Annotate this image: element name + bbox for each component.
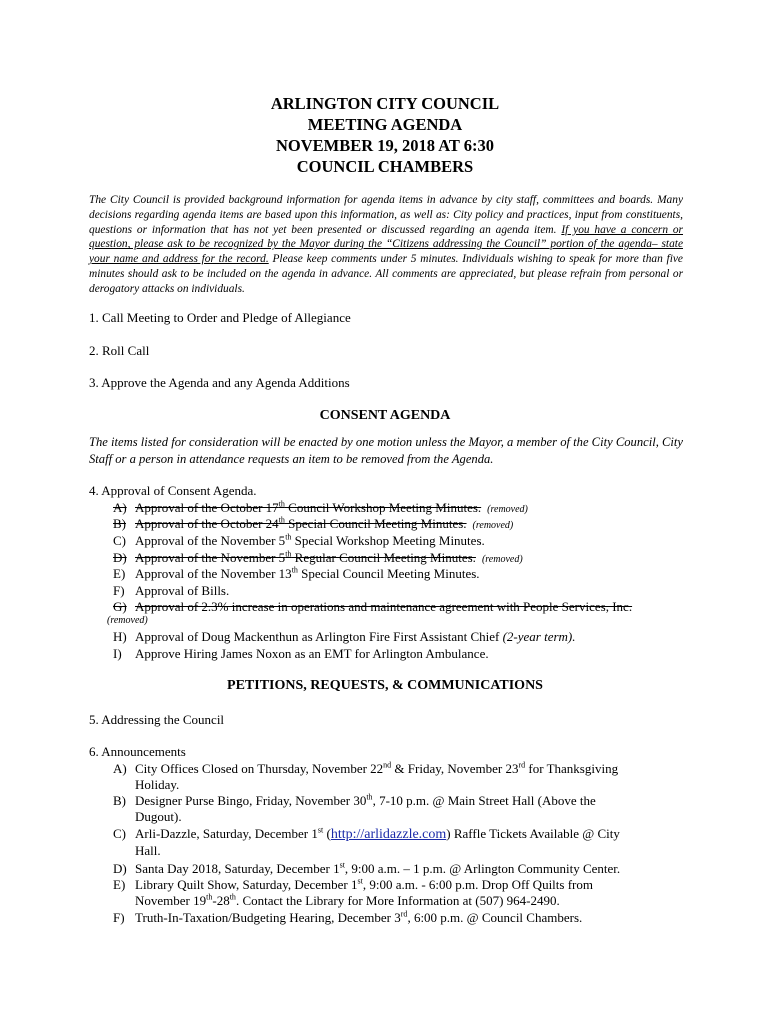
intro-text: The City Council is provided background information for agenda items in advance by city staff, committees and boards. Many decisions regarding agenda items are based upon this information, as well as: City policy and practices, input from constituents, questions or information that has not yet been presented or discussed regarding an agenda item. <box>89 194 683 236</box>
item-letter: A) <box>113 761 127 776</box>
agenda-item-4: 4. Approval of Consent Agenda. <box>89 483 257 498</box>
petitions-title: PETITIONS, REQUESTS, & COMMUNICATIONS <box>227 678 543 693</box>
consent-agenda-title: CONSENT AGENDA <box>319 408 451 423</box>
meeting-date: NOVEMBER 19, 2018 AT 6:30 <box>275 136 495 155</box>
consent-item-e: E) Approval of the November 13th Special Council Meeting Minutes. <box>113 565 480 581</box>
agenda-item-3: 3. Approve the Agenda and any Agenda Additions <box>89 375 350 390</box>
item-letter: A) <box>113 500 127 515</box>
consent-item-f: F) Approval of Bills. <box>113 583 230 598</box>
agenda-item-1: 1. Call Meeting to Order and Pledge of Allegiance <box>89 310 351 325</box>
item-letter: C) <box>113 533 126 548</box>
agenda-item-6: 6. Announcements <box>89 744 186 759</box>
consent-agenda-note: The items listed for consideration will be enacted by one motion unless the Mayor, a member of the City Council, City Staff or a person in attendance requests an item to be removed from the Agenda. <box>89 435 683 466</box>
item-letter: E) <box>113 566 126 581</box>
item-letter: B) <box>113 516 126 531</box>
announcement-d: D) Santa Day 2018, Saturday, December 1st, 9:00 a.m. – 1 p.m. @ Arlington Community Center. <box>113 860 621 876</box>
announcement-e: E) Library Quilt Show, Saturday, December 1st, 9:00 a.m. - 6:00 p.m. Drop Off Quilts from November 19th-28th. Contact the Library for More Information at (507) 964-2490. <box>113 876 593 908</box>
removed-note: (removed) <box>481 554 523 565</box>
item-letter: D) <box>113 861 127 876</box>
document-title: MEETING AGENDA <box>307 115 463 134</box>
announcement-f: F) Truth-In-Taxation/Budgeting Hearing, December 3rd, 6:00 p.m. @ Council Chambers. <box>113 909 583 925</box>
announcement-b: B) Designer Purse Bingo, Friday, November 30th, 7-10 p.m. @ Main Street Hall (Above the Dugout). <box>113 792 596 824</box>
consent-item-b: B) Approval of the October 24th Special Council Meeting Minutes. (removed) <box>113 515 514 531</box>
consent-item-c: C) Approval of the November 5th Special Workshop Meeting Minutes. <box>113 532 485 548</box>
consent-item-d: D) Approval of the November 5th Regular Council Meeting Minutes. (removed) <box>113 549 523 565</box>
agenda-item-2: 2. Roll Call <box>89 343 150 358</box>
item-letter: H) <box>113 629 127 644</box>
removed-note: (removed) <box>472 520 514 531</box>
council-name: ARLINGTON CITY COUNCIL <box>270 94 500 113</box>
removed-note: (removed) <box>487 504 528 515</box>
consent-item-g: G) Approval of 2.3% increase in operations and maintenance agreement with People Services, Inc. <box>113 599 633 614</box>
item-letter: B) <box>113 793 126 808</box>
consent-item-i: I) Approve Hiring James Noxon as an EMT for Arlington Ambulance. <box>113 646 489 661</box>
consent-item-h: H) Approval of Doug Mackenthun as Arlington Fire First Assistant Chief (2-year term). <box>113 629 576 644</box>
item-letter: I) <box>113 646 122 661</box>
item-letter: F) <box>113 583 125 598</box>
item-letter: C) <box>113 826 126 841</box>
item-letter: D) <box>113 550 127 565</box>
announcement-c: C) Arli-Dazzle, Saturday, December 1st (http://arlidazzle.com) Raffle Tickets Available @ City Hall. <box>113 825 620 858</box>
meeting-location: COUNCIL CHAMBERS <box>296 157 474 176</box>
intro-underlined-text: If you have a concern or question, please ask to be recognized by the Mayor during the “Citizens addressing the Council” portion of the agenda– state your name and address for the record. <box>89 223 683 266</box>
item-letter: E) <box>113 877 126 892</box>
agenda-item-5: 5. Addressing the Council <box>89 712 225 727</box>
announcement-a: A) City Offices Closed on Thursday, November 22nd & Friday, November 23rd for Thanksgiving Holiday. <box>113 760 619 792</box>
arlidazzle-link[interactable]: http://arlidazzle.com <box>330 827 447 842</box>
consent-item-a: A) Approval of the October 17th Council Workshop Meeting Minutes. (removed) <box>113 499 528 515</box>
agenda-header <box>0 93 770 177</box>
intro-paragraph <box>89 193 683 297</box>
intro-text-end: Please keep comments under 5 minutes. Individuals wishing to speak for more than five minutes should ask to be included on the agenda in advance. All comments are appreciated, but please refrain from personal or derogatory attacks on individuals. <box>89 253 683 295</box>
item-letter: F) <box>113 910 125 925</box>
removed-note: (removed) <box>107 615 148 626</box>
item-letter: G) <box>113 599 127 614</box>
